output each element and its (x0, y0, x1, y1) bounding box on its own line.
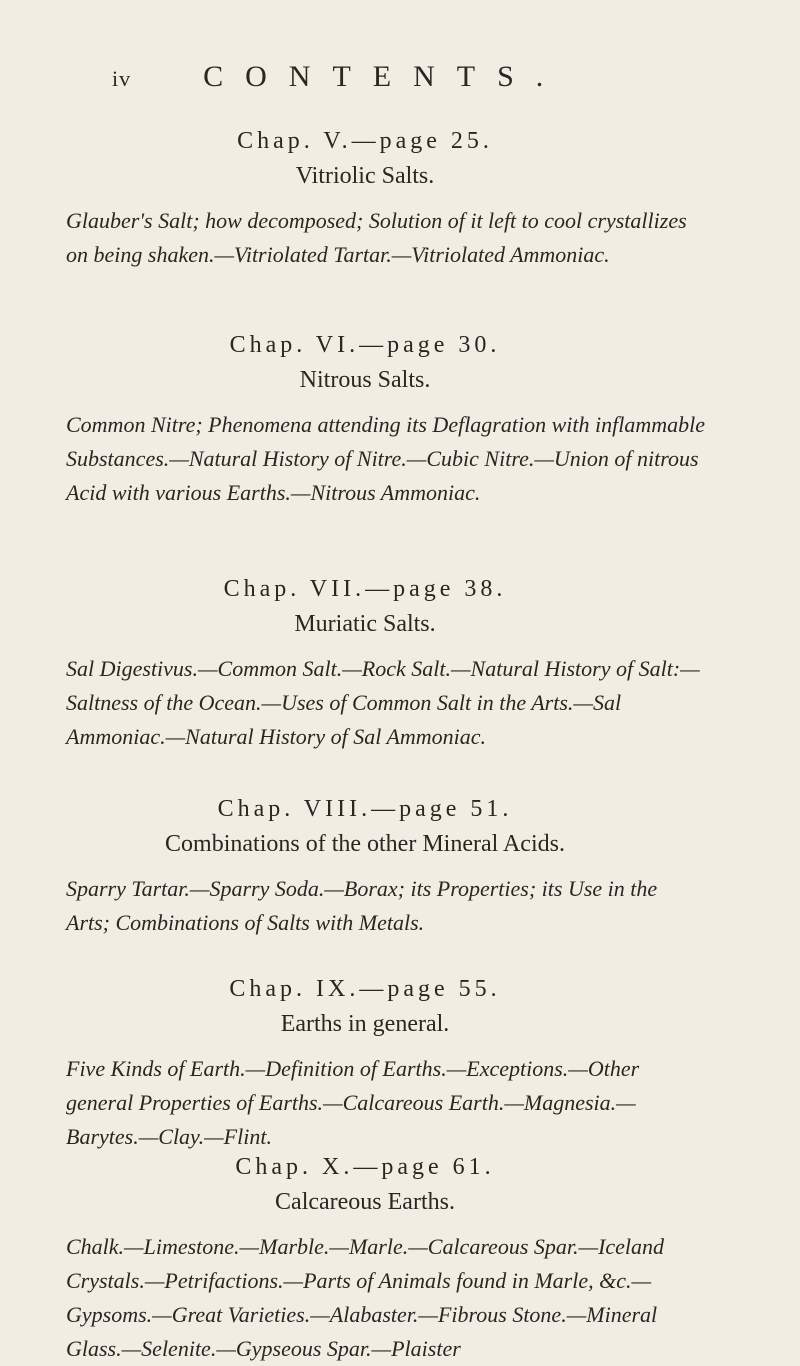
chapter-subtitle: Vitriolic Salts. (295, 163, 435, 189)
chapter-entry (66, 1154, 760, 1366)
chapter-subtitle: Nitrous Salts. (299, 367, 431, 393)
folio-number: iv (112, 66, 132, 91)
chapter-subtitle: Earths in general. (280, 1011, 450, 1037)
chapter-entry (66, 128, 760, 272)
chapter-entry (66, 796, 760, 940)
chapter-title: Chap. V.—page 25. (237, 128, 493, 154)
chapter-summary: Chalk.—Limestone.—Marble.—Marle.—Calcareous Spar.—Iceland Crystals.—Petrifactions.—Parts of Animals found in Marle, &c.—Gypsoms.—Great Varieties.—Alabaster.—Fibrous Stone.—Mineral Glass.—Selenite.—Gypseous Spar.—Plaister (66, 1234, 665, 1361)
chapter-summary: Sal Digestivus.—Common Salt.—Rock Salt.—Natural History of Salt:—Saltness of the Ocean.—Uses of Common Salt in the Arts.—Sal Ammoniac.—Natural History of Sal Ammoniac. (66, 656, 700, 749)
chapter-entry (66, 576, 760, 754)
chapter-summary: Glauber's Salt; how decomposed; Solution of it left to cool crystallizes on being shaken.—Vitriolated Tartar.—Vitriolated Ammoniac. (66, 208, 687, 267)
chapter-title: Chap. VIII.—page 51. (217, 796, 513, 822)
chapter-entry (66, 332, 760, 510)
chapter-summary: Common Nitre; Phenomena attending its Deflagration with inflammable Substances.—Natural History of Nitre.—Cubic Nitre.—Union of nitrous Acid with various Earths.—Nitrous Ammoniac. (66, 412, 705, 505)
chapter-entry (66, 976, 760, 1154)
chapter-title: Chap. VII.—page 38. (223, 576, 507, 602)
chapter-title: Chap. IX.—page 55. (229, 976, 501, 1002)
chapter-title: Chap. VI.—page 30. (229, 332, 501, 358)
chapter-subtitle: Calcareous Earths. (275, 1189, 455, 1215)
chapter-summary: Five Kinds of Earth.—Definition of Earths.—Exceptions.—Other general Properties of Earths.—Calcareous Earth.—Magnesia.—Barytes.—Clay.—Flint. (66, 1056, 640, 1149)
chapter-title: Chap. X.—page 61. (235, 1154, 495, 1180)
chapter-subtitle: Muriatic Salts. (294, 611, 436, 637)
chapter-summary: Sparry Tartar.—Sparry Soda.—Borax; its Properties; its Use in the Arts; Combinations of Salts with Metals. (66, 876, 658, 935)
page-header (112, 60, 672, 94)
chapter-subtitle: Combinations of the other Mineral Acids. (165, 831, 565, 857)
running-head: CONTENTS. (203, 60, 566, 93)
